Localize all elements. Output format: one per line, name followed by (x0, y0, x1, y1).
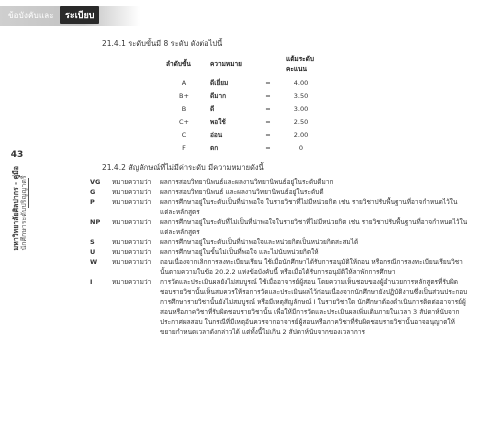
meaning-cell: ดี (210, 104, 215, 113)
col-grade: ลำดับขั้น (166, 60, 191, 68)
table-row (162, 76, 320, 89)
symbol-label: หมายความว่า (112, 278, 152, 286)
col-points: แต้มระดับคะแนน (286, 55, 315, 73)
list-item (90, 187, 475, 197)
points-cell: 3.50 (293, 91, 309, 100)
meaning-cell: อ่อน (210, 130, 223, 139)
points-cell: 2.50 (293, 117, 309, 126)
symbol-code: U (90, 248, 96, 256)
eq-cell: = (265, 91, 271, 100)
eq-cell: = (265, 117, 271, 126)
side-subtitle: นักศึกษาระดับปริญญาตรี (20, 175, 28, 251)
meaning-cell: ตก (210, 143, 219, 152)
chapter-label: ข้อบังคับและ (8, 11, 54, 20)
symbol-label: หมายความว่า (112, 258, 152, 266)
table-row (162, 141, 320, 154)
points-cell: 4.00 (293, 78, 309, 87)
grade-cell: A (181, 78, 187, 87)
symbol-desc: ผลการศึกษาอยู่ในระดับที่ไม่เป็นที่น่าพอใจในรายวิชาที่ไม่มีหน่วยกิต เช่น รายวิชาปรับพื้นฐานที่อาจกำหนดไว้ในแต่ละหลักสูตร (160, 218, 468, 236)
list-item (90, 277, 475, 337)
symbol-label: หมายความว่า (112, 248, 152, 256)
points-cell: 2.00 (293, 130, 309, 139)
grade-cell: F (182, 143, 186, 152)
col-meaning: ความหมาย (210, 60, 242, 68)
section2-title: 21.4.2 สัญลักษณ์ที่ไม่มีค่าระดับ มีความหมายดังนี้ (102, 163, 264, 172)
eq-cell: = (265, 78, 271, 87)
symbol-desc: ผลการศึกษาอยู่ในขั้นไม่เป็นที่พอใจ และไม่นับหน่วยกิตให้ (160, 248, 319, 256)
list-item (90, 257, 475, 277)
meaning-cell: ดีมาก (210, 91, 227, 100)
meaning-cell: พอใช้ (210, 117, 226, 126)
table-row (162, 89, 320, 102)
grade-table-header (162, 53, 320, 76)
symbol-label: หมายความว่า (112, 218, 152, 226)
symbol-desc: ผลการสอบวิทยานิพนธ์และผลงานวิทยานิพนธ์อยู่ในระดับดีมาก (160, 178, 334, 186)
symbol-desc: ผลการศึกษาอยู่ในระดับเป็นที่น่าพอใจ ในรายวิชาที่ไม่มีหน่วยกิต เช่น รายวิชาปรับพื้นฐานที่อาจกำหนดไว้ในแต่ละหลักสูตร (160, 198, 458, 216)
side-running-title (12, 166, 28, 251)
symbol-desc: ถอนเนื่องจากเลิกการลงทะเบียนเรียน ใช้เมื่อนักศึกษาได้รับการอนุมัติให้ถอน หรือกรณีการลงทะเบียนเรียนวิชานั้นตามความในข้อ 20.2.2 แห่งข้อบังคับนี้ หรือเมื่อได้รับการอนุมัติให้ลาพักการศึกษา (160, 258, 463, 276)
grade-cell: C (181, 130, 187, 139)
col-eq (254, 53, 282, 76)
symbol-code: I (90, 278, 93, 286)
side-divider (28, 178, 29, 208)
list-item (90, 237, 475, 247)
table-row (162, 115, 320, 128)
page-number: 43 (10, 150, 24, 160)
symbol-code: NP (90, 218, 101, 226)
symbol-code: VG (90, 178, 101, 186)
list-item (90, 177, 475, 187)
section1-title: 21.4.1 ระดับขั้นมี 8 ระดับ ดังต่อไปนี้ (102, 39, 223, 48)
symbol-desc: ผลการศึกษาอยู่ในระดับเป็นที่น่าพอใจและหน่วยกิตเป็นหน่วยกิตสะสมได้ (160, 238, 359, 246)
eq-cell: = (265, 130, 271, 139)
symbol-code: P (90, 198, 95, 206)
main-content (90, 38, 475, 337)
table-row (162, 128, 320, 141)
symbol-desc: ผลการสอบวิทยานิพนธ์ และผลงานวิทยานิพนธ์อยู่ในระดับดี (160, 188, 324, 196)
list-item (90, 197, 475, 217)
grade-cell: B+ (179, 91, 189, 100)
grade-cell: B (181, 104, 187, 113)
page-header (0, 0, 480, 30)
symbol-desc: การวัดและประเมินผลยังไม่สมบูรณ์ ใช้เมื่ออาจารย์ผู้สอน โดยความเห็นชอบของผู้อำนวยการหลักสูตรที่รับผิดชอบรายวิชานั้นเห็นสมควรให้รอการวัดและประเมินผลไว้ก่อนเนื่องจากนักศึกษายังปฏิบัติงานซึ่งเป็นส่วนประกอบการศึกษารายวิชานั้นยังไม่สมบูรณ์ หรือมีเหตุสัญลักษณ์ I ในรายวิชาใด นักศึกษาต้องดำเนินการติดต่ออาจารย์ผู้สอนหรือภาควิชาที่รับผิดชอบรายวิชานั้น เพื่อให้มีการวัดและประเมินผลเพิ่มเติมภายในเวลา 3 สัปดาห์นับจากประกาศผลสอบ ในกรณีที่มีเหตุอันควรจากอาจารย์ผู้สอนหรือภาควิชาที่รับผิดชอบรายวิชานั้นอาจอนุญาตให้ขยายกำหนดเวลาดังกล่าวได้ แต่ทั้งนี้ไม่เกิน 2 สัปดาห์นับจากของเวลาการ (160, 278, 468, 336)
symbol-code: W (90, 258, 98, 266)
symbol-label: หมายความว่า (112, 188, 152, 196)
symbol-list (90, 177, 475, 337)
list-item (90, 217, 475, 237)
symbol-label: หมายความว่า (112, 178, 152, 186)
eq-cell: = (265, 104, 271, 113)
points-cell: 0 (298, 143, 304, 152)
list-item (90, 247, 475, 257)
chapter-tag: ระเบียบ (60, 6, 99, 24)
grade-table (162, 53, 320, 154)
points-cell: 3.00 (293, 104, 309, 113)
symbol-code: G (90, 188, 96, 196)
symbol-label: หมายความว่า (112, 238, 152, 246)
eq-cell: = (265, 143, 271, 152)
symbol-label: หมายความว่า (112, 198, 152, 206)
grade-cell: C+ (179, 117, 189, 126)
symbol-code: S (90, 238, 95, 246)
table-row (162, 102, 320, 115)
side-title: มหาวิทยาลัยศิลปากร - คู่มือ (12, 166, 20, 251)
meaning-cell: ดีเยี่ยม (210, 78, 229, 87)
